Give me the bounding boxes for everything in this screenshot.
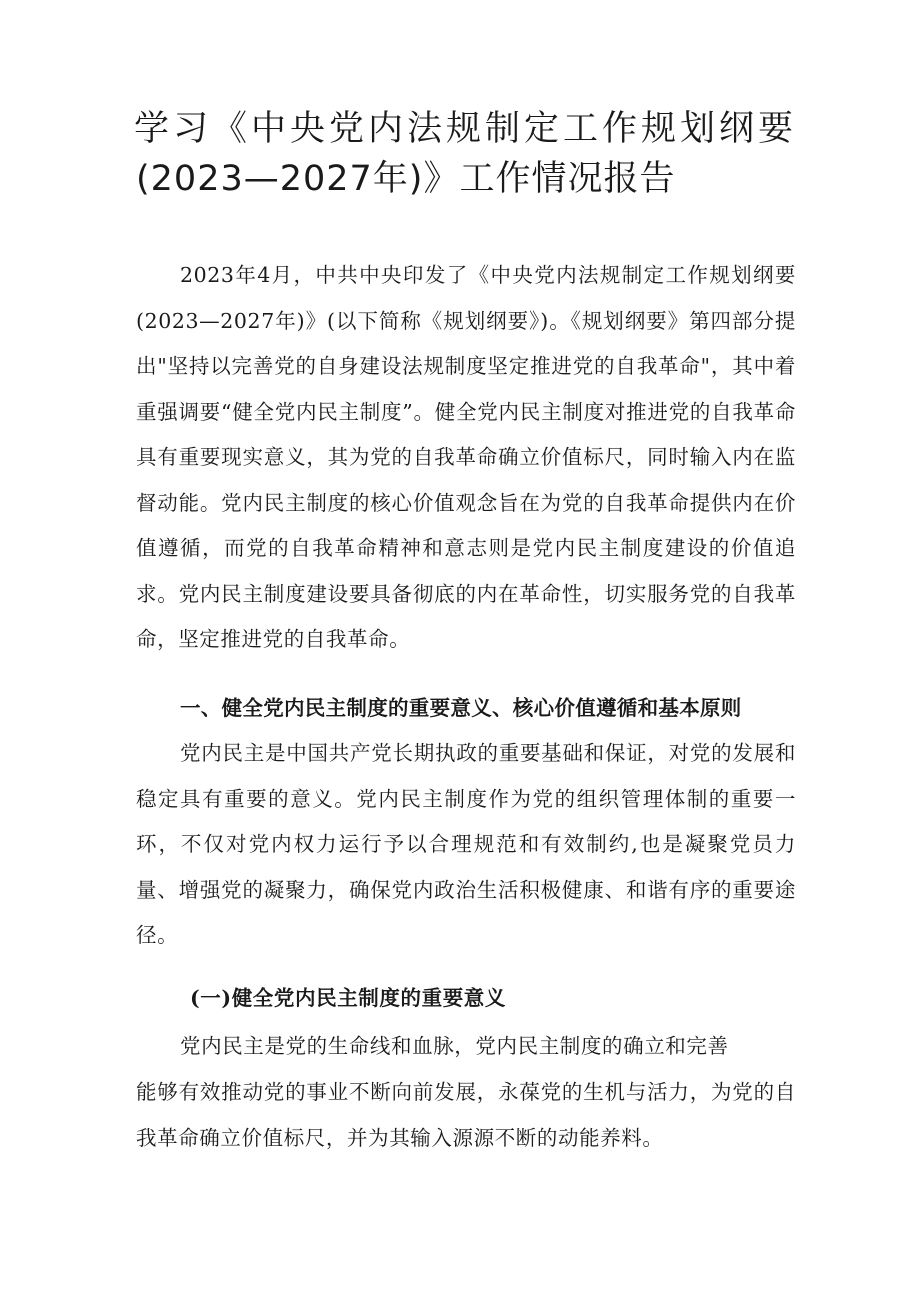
subsection-paragraph-rest: 能够有效推动党的事业不断向前发展，永葆党的生机与活力，为党的自我革命确立价值标尺，并为其输入源源不断的动能养料。 xyxy=(136,1080,796,1150)
title-line-2: (2023—2027年)》工作情况报告 xyxy=(136,159,676,199)
document-title xyxy=(134,104,814,204)
section-heading-1: 一、健全党内民主制度的重要意义、核心价值遵循和基本原则 xyxy=(180,696,742,720)
subsection-heading-1: (一)健全党内民主制度的重要意义 xyxy=(190,986,506,1010)
subsection-paragraph-first-line: 党内民主是党的生命线和血脉，党内民主制度的确立和完善 xyxy=(180,1034,729,1058)
intro-paragraph: 2023年4月，中共中央印发了《中央党内法规制定工作规划纲要(2023—2027年)》(以下简称《规划纲要》)。《规划纲要》第四部分提出"坚持以完善党的自身建设法规制度坚定推进党的自我革命"，其中着重强调要“健全党内民主制度”。健全党内民主制度对推进党的自我革命具有重要现实意义，其为党的自我革命确立价值标尺，同时输入内在监督动能。党内民主制度的核心价值观念旨在为党的自我革命提供内在价值遵循，而党的自我革命精神和意志则是党内民主制度建设的价值追求。党内民主制度建设要具备彻底的内在革命性，切实服务党的自我革命，坚定推进党的自我革命。 xyxy=(136,263,796,651)
section-1-paragraph: 党内民主是中国共产党长期执政的重要基础和保证，对党的发展和稳定具有重要的意义。党内民主制度作为党的组织管理体制的重要一环，不仅对党内权力运行予以合理规范和有效制约,也是凝聚党员力量、增强党的凝聚力，确保党内政治生活积极健康、和谐有序的重要途径。 xyxy=(136,741,796,947)
title-line-1: 学习《中央党内法规制定工作规划纲要 xyxy=(134,109,798,149)
